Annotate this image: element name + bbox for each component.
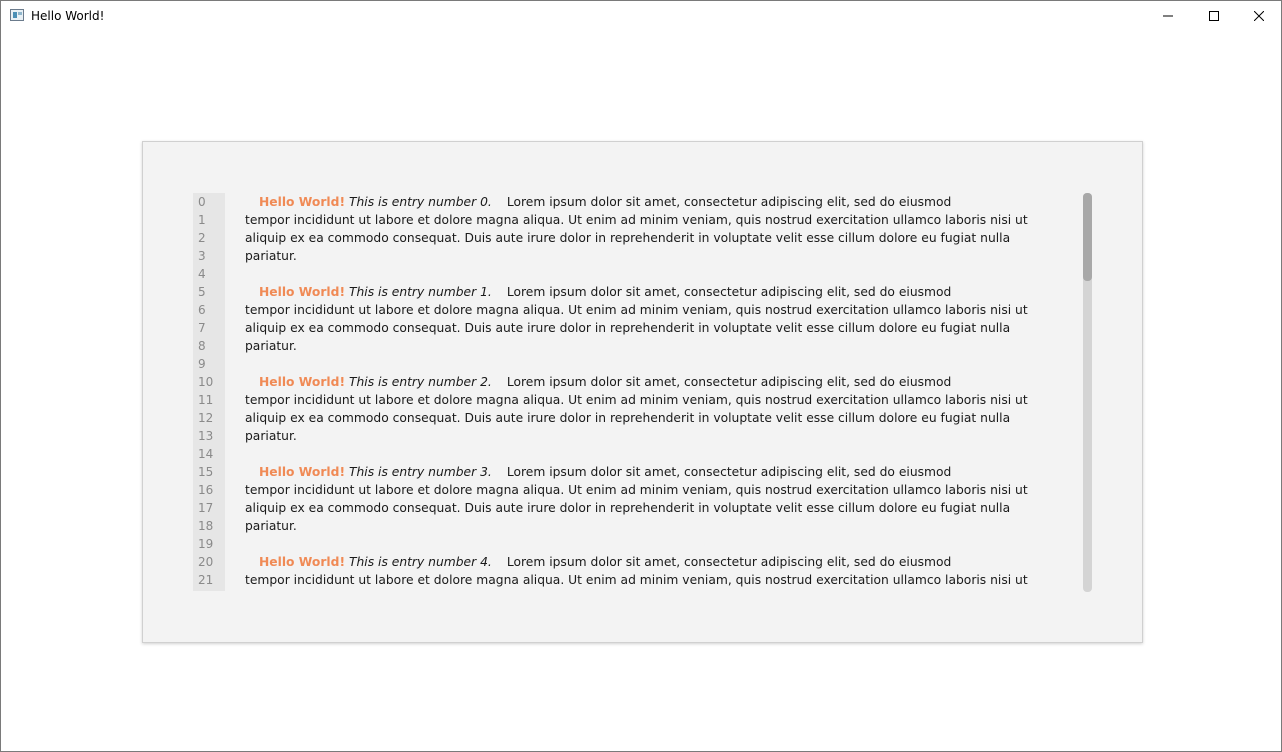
entry-text-line: pariatur. bbox=[245, 249, 297, 263]
entry-text-line: pariatur. bbox=[245, 519, 297, 533]
line-number: 16 bbox=[198, 483, 214, 497]
line-number: 21 bbox=[198, 573, 214, 587]
entry-heading-line bbox=[259, 283, 951, 301]
entry-first-text: Lorem ipsum dolor sit amet, consectetur adipiscing elit, sed do eiusmod bbox=[506, 375, 952, 389]
hello-label: Hello World! bbox=[259, 285, 346, 299]
text-content[interactable] bbox=[245, 193, 1085, 591]
entry-heading-line bbox=[259, 373, 951, 391]
entry-heading-line bbox=[259, 553, 951, 571]
entry-label: This is entry number 1. bbox=[348, 285, 492, 299]
entry-text-line: tempor incididunt ut labore et dolore magna aliqua. Ut enim ad minim veniam, quis nostrud exercitation ullamco laboris nisi ut bbox=[245, 303, 1028, 317]
entry-text-line: tempor incididunt ut labore et dolore magna aliqua. Ut enim ad minim veniam, quis nostrud exercitation ullamco laboris nisi ut bbox=[245, 483, 1028, 497]
entry-first-text: Lorem ipsum dolor sit amet, consectetur adipiscing elit, sed do eiusmod bbox=[506, 465, 952, 479]
line-number: 10 bbox=[198, 375, 214, 389]
line-number: 1 bbox=[198, 213, 206, 227]
close-button[interactable] bbox=[1236, 1, 1282, 31]
hello-label: Hello World! bbox=[259, 465, 346, 479]
line-number: 7 bbox=[198, 321, 206, 335]
entry-text-line: aliquip ex ea commodo consequat. Duis aute irure dolor in reprehenderit in voluptate velit esse cillum dolore eu fugiat nulla bbox=[245, 501, 1011, 515]
line-number: 18 bbox=[198, 519, 214, 533]
window-title: Hello World! bbox=[31, 9, 105, 23]
vertical-scrollbar[interactable] bbox=[1083, 193, 1092, 592]
entry-first-text: Lorem ipsum dolor sit amet, consectetur adipiscing elit, sed do eiusmod bbox=[506, 195, 952, 209]
entry-first-text: Lorem ipsum dolor sit amet, consectetur adipiscing elit, sed do eiusmod bbox=[506, 555, 952, 569]
text-editor[interactable] bbox=[193, 193, 1093, 591]
line-number: 3 bbox=[198, 249, 206, 263]
scrollbar-thumb[interactable] bbox=[1083, 193, 1092, 281]
line-number: 2 bbox=[198, 231, 206, 245]
line-number: 13 bbox=[198, 429, 214, 443]
line-number: 6 bbox=[198, 303, 206, 317]
title-bar[interactable] bbox=[1, 1, 1281, 31]
line-number: 9 bbox=[198, 357, 206, 371]
line-number-gutter bbox=[193, 193, 225, 591]
entry-first-text: Lorem ipsum dolor sit amet, consectetur adipiscing elit, sed do eiusmod bbox=[506, 285, 952, 299]
content-card bbox=[142, 141, 1143, 643]
entry-text-line: tempor incididunt ut labore et dolore magna aliqua. Ut enim ad minim veniam, quis nostrud exercitation ullamco laboris nisi ut bbox=[245, 213, 1028, 227]
line-number: 8 bbox=[198, 339, 206, 353]
line-number: 11 bbox=[198, 393, 214, 407]
line-number: 19 bbox=[198, 537, 214, 551]
entry-text-line: aliquip ex ea commodo consequat. Duis aute irure dolor in reprehenderit in voluptate velit esse cillum dolore eu fugiat nulla bbox=[245, 411, 1011, 425]
entry-text-line: tempor incididunt ut labore et dolore magna aliqua. Ut enim ad minim veniam, quis nostrud exercitation ullamco laboris nisi ut bbox=[245, 573, 1028, 587]
entry-label: This is entry number 3. bbox=[348, 465, 492, 479]
line-number: 0 bbox=[198, 195, 206, 209]
line-number: 17 bbox=[198, 501, 214, 515]
app-window-icon bbox=[10, 9, 24, 21]
line-number: 15 bbox=[198, 465, 214, 479]
entry-label: This is entry number 2. bbox=[348, 375, 492, 389]
line-number: 20 bbox=[198, 555, 214, 569]
entry-text-line: pariatur. bbox=[245, 429, 297, 443]
entry-text-line: aliquip ex ea commodo consequat. Duis aute irure dolor in reprehenderit in voluptate velit esse cillum dolore eu fugiat nulla bbox=[245, 231, 1011, 245]
entry-text-line: pariatur. bbox=[245, 339, 297, 353]
minimize-button[interactable] bbox=[1145, 1, 1191, 31]
entry-text-line: tempor incididunt ut labore et dolore magna aliqua. Ut enim ad minim veniam, quis nostrud exercitation ullamco laboris nisi ut bbox=[245, 393, 1028, 407]
entry-text-line: aliquip ex ea commodo consequat. Duis aute irure dolor in reprehenderit in voluptate velit esse cillum dolore eu fugiat nulla bbox=[245, 321, 1011, 335]
line-number: 14 bbox=[198, 447, 214, 461]
line-number: 4 bbox=[198, 267, 206, 281]
line-number: 5 bbox=[198, 285, 206, 299]
entry-heading-line bbox=[259, 193, 951, 211]
maximize-icon bbox=[1209, 11, 1219, 21]
hello-label: Hello World! bbox=[259, 555, 346, 569]
entry-heading-line bbox=[259, 463, 951, 481]
close-icon bbox=[1254, 11, 1264, 21]
minimize-icon bbox=[1163, 11, 1173, 21]
line-number: 12 bbox=[198, 411, 214, 425]
hello-label: Hello World! bbox=[259, 375, 346, 389]
entry-label: This is entry number 0. bbox=[348, 195, 492, 209]
hello-label: Hello World! bbox=[259, 195, 346, 209]
entry-label: This is entry number 4. bbox=[348, 555, 492, 569]
maximize-button[interactable] bbox=[1191, 1, 1237, 31]
